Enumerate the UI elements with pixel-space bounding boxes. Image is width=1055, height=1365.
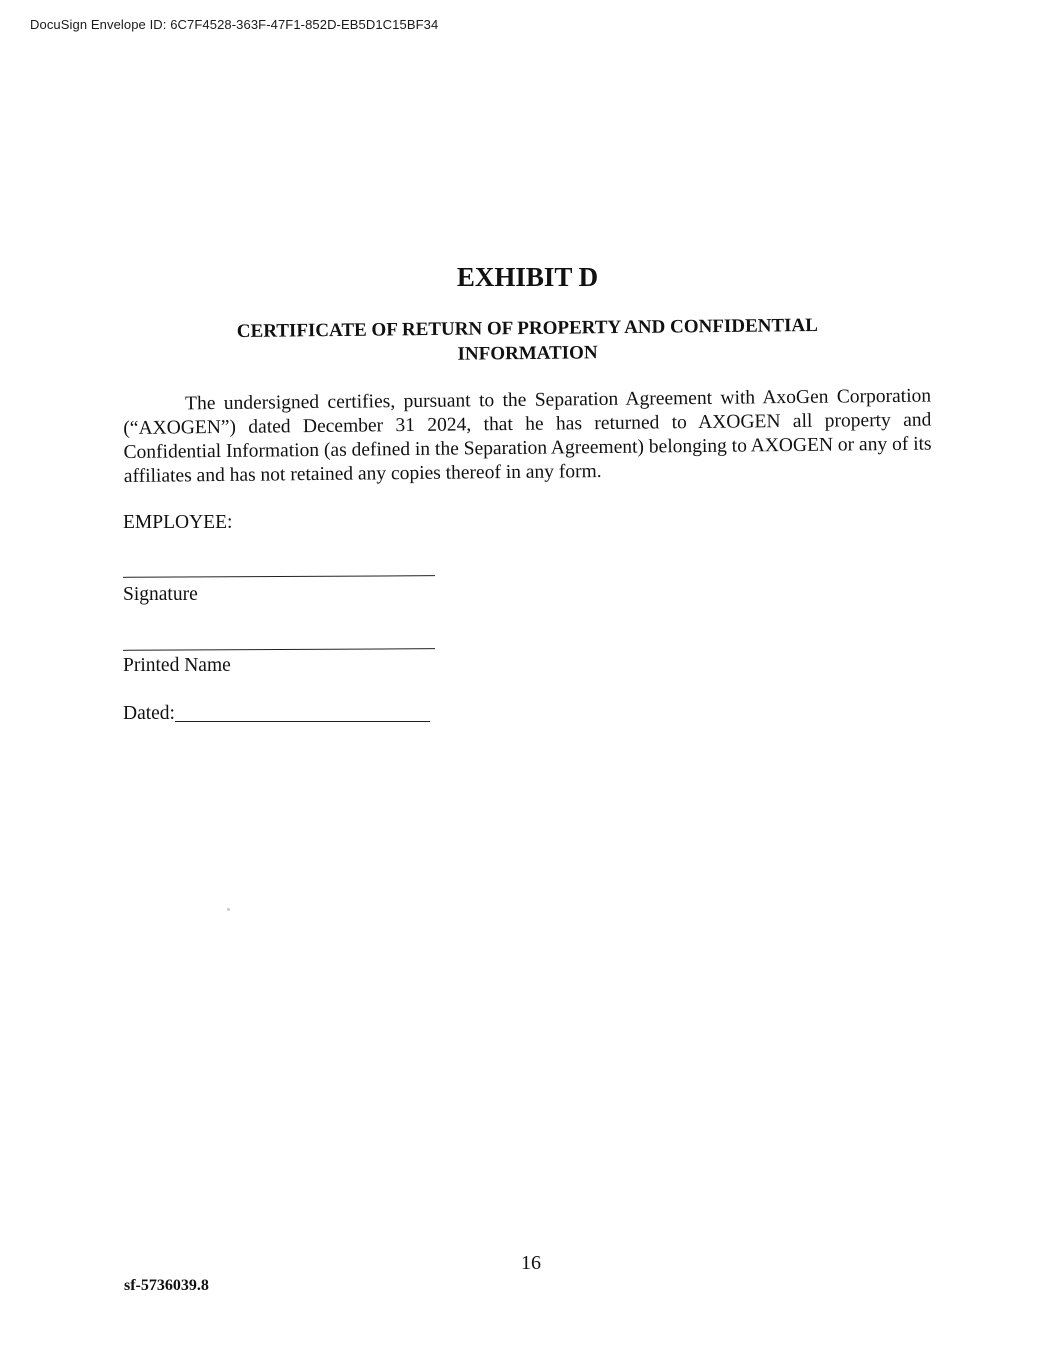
document-id: sf-5736039.8 [124,1277,209,1294]
dated-label: Dated: [123,703,175,724]
page-number: 16 [521,1252,541,1274]
scan-speck [227,908,230,911]
dated-field [123,703,430,725]
signature-label: Signature [123,584,198,605]
printed-name-line[interactable] [123,648,435,651]
dated-line[interactable] [175,720,430,722]
exhibit-title: EXHIBIT D [456,262,599,292]
printed-name-label: Printed Name [123,655,231,676]
certificate-title: CERTIFICATE OF RETURN OF PROPERTY AND CONFIDENTIAL INFORMATION [236,314,818,365]
signature-line[interactable] [123,575,435,578]
employee-label: EMPLOYEE: [123,512,233,533]
docusign-envelope-id: DocuSign Envelope ID: 6C7F4528-363F-47F1-852D-EB5D1C15BF34 [30,17,439,32]
certification-paragraph: The undersigned certifies, pursuant to the Separation Agreement with AxoGen Corporation (“AXOGEN”) dated December 31 2024, that he has returned to AXOGEN all property and Confidential Information (as defined in the Separation Agreement) belonging to AXOGEN or any of its affiliates and has not retained any copies thereof in any form. [123,385,932,487]
